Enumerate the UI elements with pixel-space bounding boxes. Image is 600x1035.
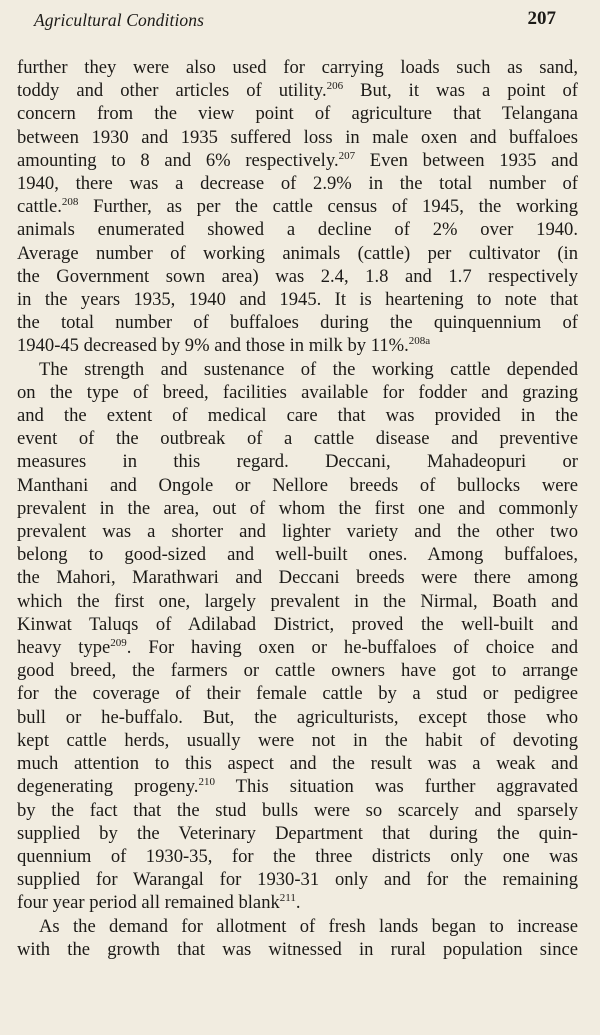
paragraph [17, 56, 578, 358]
text-line [17, 334, 578, 357]
text-line [17, 265, 578, 288]
line-text-continued: This situation was further aggravated [214, 776, 578, 798]
line-text: the Mahori, Marathwari and Deccani breeds were there among [17, 567, 578, 589]
text-line [17, 915, 578, 938]
line-text: quennium of 1930-35, for the three districts only one was [17, 845, 578, 867]
line-text: the Government sown area) was 2.4, 1.8 and 1.7 respectively [17, 265, 578, 287]
footnote-marker: 209 [110, 637, 127, 650]
text-line [17, 845, 578, 868]
footnote-marker: 208 [61, 196, 79, 209]
footnote-marker: 210 [198, 776, 215, 789]
line-text: with the growth that was witnessed in rural population since [17, 938, 578, 960]
text-line [17, 450, 578, 473]
text-line [17, 474, 578, 497]
text-line [17, 126, 578, 149]
line-text: supplied for Warangal for 1930-31 only and for the remaining [17, 869, 578, 891]
text-line [17, 613, 578, 636]
text-line [17, 242, 578, 265]
footnote-marker: 211 [279, 892, 296, 905]
line-text: The strength and sustenance of the working cattle depended [39, 358, 578, 380]
line-text: concern from the view point of agriculture that Telangana [17, 103, 578, 125]
body-text [17, 56, 578, 961]
line-text: much attention to this aspect and the result was a weak and [17, 753, 578, 775]
footnote-marker: 207 [338, 149, 356, 162]
text-line [17, 938, 578, 961]
line-text: Average number of working animals (cattle) per cultivator (in [17, 242, 578, 264]
line-text: good breed, the farmers or cattle owners have got to arrange [17, 660, 578, 682]
text-line [17, 729, 578, 752]
text-line [17, 590, 578, 613]
line-text: belong to good-sized and well-built ones. Among buffaloes, [17, 544, 578, 566]
text-line [17, 706, 578, 729]
text-line [17, 358, 578, 381]
paragraph [17, 358, 578, 915]
footnote-marker: 208a [408, 335, 431, 348]
text-line [17, 311, 578, 334]
line-text: on the type of breed, facilities available for fodder and grazing [17, 381, 578, 403]
line-text: 1940, there was a decrease of 2.9% in the total number of [17, 173, 578, 195]
line-text-continued: Further, as per the cattle census of 1945, the working [78, 196, 578, 218]
line-text: toddy and other articles of utility. [17, 80, 327, 102]
line-text: in the years 1935, 1940 and 1945. It is heartening to note that [17, 289, 578, 311]
line-text: As the demand for allotment of fresh lands began to increase [39, 915, 578, 937]
running-head: Agricultural Conditions [34, 10, 205, 30]
page-header [17, 0, 578, 56]
line-text: supplied by the Veterinary Department that during the quin- [17, 822, 578, 844]
line-text: four year period all remained blank [17, 892, 280, 914]
text-line [17, 543, 578, 566]
line-text: the total number of buffaloes during the quinquennium of [17, 312, 578, 334]
line-text: event of the outbreak of a cattle disease and preventive [17, 428, 578, 450]
page-number: 207 [527, 8, 556, 29]
line-text: further they were also used for carrying loads such as sand, [17, 57, 578, 78]
line-text: by the fact that the stud bulls were so scarcely and sparsely [17, 799, 578, 821]
footnote-marker: 206 [326, 80, 344, 93]
paragraph [17, 915, 578, 961]
line-text: for the coverage of their female cattle by a stud or pedigree [17, 683, 578, 705]
text-line [17, 891, 578, 914]
line-text: measures in this regard. Deccani, Mahadeopuri or [17, 451, 578, 473]
line-text: which the first one, largely prevalent in the Nirmal, Boath and [17, 590, 578, 612]
line-text: cattle. [17, 196, 62, 218]
line-text-continued: . For having oxen or he-buffaloes of choice and [126, 637, 578, 659]
line-text: prevalent was a shorter and lighter variety and the other two [17, 521, 578, 543]
text-line [17, 636, 578, 659]
text-line [17, 195, 578, 218]
line-text-continued: . [295, 892, 301, 914]
text-line [17, 868, 578, 891]
line-text-continued: But, it was a point of [343, 80, 578, 102]
text-line [17, 79, 578, 102]
text-line [17, 752, 578, 775]
text-line [17, 102, 578, 125]
text-line [17, 404, 578, 427]
line-text: Manthani and Ongole or Nellore breeds of bullocks were [17, 474, 578, 496]
text-line [17, 288, 578, 311]
text-line [17, 799, 578, 822]
text-line [17, 775, 578, 798]
text-line [17, 149, 578, 172]
text-line [17, 56, 578, 79]
text-line [17, 822, 578, 845]
text-line [17, 218, 578, 241]
line-text: prevalent in the area, out of whom the first one and commonly [17, 497, 578, 519]
line-text: bull or he-buffalo. But, the agriculturists, except those who [17, 706, 578, 728]
text-line [17, 172, 578, 195]
text-line [17, 381, 578, 404]
text-line [17, 682, 578, 705]
line-text: and the extent of medical care that was provided in the [17, 405, 578, 427]
line-text: heavy type [17, 637, 111, 659]
text-line [17, 659, 578, 682]
line-text: Kinwat Taluqs of Adilabad District, proved the well-built and [17, 613, 578, 635]
text-line [17, 566, 578, 589]
line-text: 1940-45 decreased by 9% and those in milk by 11%. [17, 335, 409, 357]
text-line [17, 427, 578, 450]
line-text: degenerating progeny. [17, 776, 199, 798]
text-line [17, 520, 578, 543]
line-text: amounting to 8 and 6% respectively. [17, 149, 339, 171]
line-text-continued: Even between 1935 and [355, 149, 578, 171]
text-line [17, 497, 578, 520]
line-text: animals enumerated showed a decline of 2% over 1940. [17, 219, 578, 241]
line-text: kept cattle herds, usually were not in the habit of devoting [17, 729, 578, 751]
line-text: between 1930 and 1935 suffered loss in male oxen and buffaloes [17, 126, 578, 148]
